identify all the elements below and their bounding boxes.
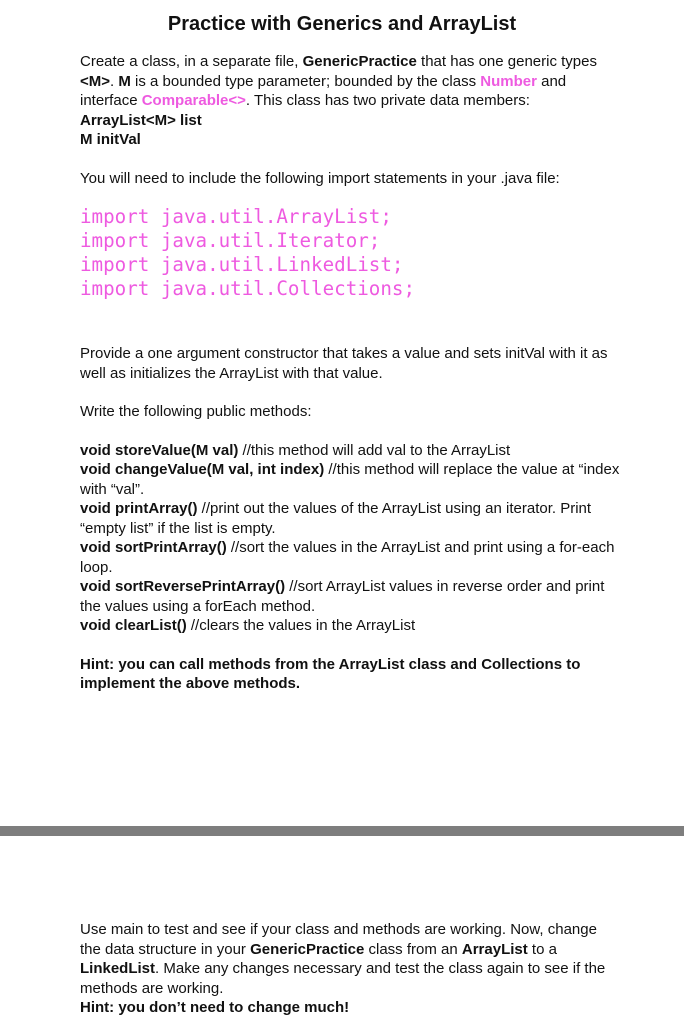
import-code-block: [80, 205, 620, 301]
method-signature: void printArray(): [80, 500, 198, 517]
intro-text-6: . This class has two private data members:: [245, 92, 530, 109]
number-class: Number: [480, 72, 537, 90]
final-text-2: class from an: [364, 940, 462, 958]
import-line: import java.util.LinkedList;: [80, 253, 404, 276]
method-description: //print out the values of the ArrayList using an iterator. Print “empty list” if the list is empty.: [80, 500, 592, 537]
class-name: GenericPractice: [302, 53, 417, 70]
intro-text-4: is a bounded type parameter; bounded by the class: [130, 72, 481, 90]
intro-text-3: .: [110, 72, 119, 90]
generic-type: <M>: [80, 72, 111, 90]
method-item: [80, 460, 620, 499]
linkedlist-name: LinkedList: [80, 960, 156, 977]
method-description: //clears the values in the ArrayList: [186, 617, 416, 634]
final-text-1: Use main to test and see if your class and methods are working. Now, change the data structure in your: [80, 921, 597, 958]
lower-content: [80, 344, 620, 694]
final-text-4: . Make any changes necessary and test the class again to see if the methods are working.: [80, 960, 606, 997]
method-signature: void sortReversePrintArray(): [80, 578, 286, 595]
method-signature: void clearList(): [80, 617, 187, 634]
method-signature: void sortPrintArray(): [80, 539, 227, 556]
method-item: [80, 616, 620, 636]
import-line: import java.util.Iterator;: [80, 229, 381, 252]
upper-content: [80, 52, 620, 188]
method-description: //this method will replace the value at “index with “val”.: [80, 461, 620, 498]
method-item: [80, 577, 620, 616]
intro-text-5: and interface: [80, 72, 567, 109]
method-item: [80, 499, 620, 538]
arraylist-name: ArrayList: [461, 940, 528, 958]
method-signature: void changeValue(M val, int index): [80, 461, 325, 478]
import-intro: You will need to include the following import statements in your .java file:: [80, 169, 560, 187]
class-name: GenericPractice: [250, 940, 365, 958]
import-line: import java.util.ArrayList;: [80, 205, 392, 228]
methods-intro: Write the following public methods:: [80, 403, 312, 420]
final-content: [80, 920, 620, 1018]
member-list: ArrayList<M> list: [80, 111, 202, 129]
final-paragraph: [80, 920, 620, 998]
intro-paragraph: [80, 52, 620, 111]
method-description: //sort the values in the ArrayList and print using a for-each loop.: [80, 539, 615, 576]
import-line: import java.util.Collections;: [80, 277, 416, 300]
method-signature: void storeValue(M val): [80, 441, 239, 459]
intro-text-1: Create a class, in a separate file,: [80, 53, 303, 70]
page-title: Practice with Generics and ArrayList: [167, 13, 517, 35]
member-initval: M initVal: [80, 131, 141, 148]
final-hint: Hint: you don’t need to change much!: [80, 999, 350, 1016]
intro-text-2: that has one generic types: [416, 53, 597, 70]
final-text-3: to a: [527, 940, 557, 958]
page-divider: [0, 826, 684, 836]
type-parameter-m: M: [118, 72, 131, 90]
constructor-paragraph: Provide a one argument constructor that takes a value and sets initVal with it as well as initializes the ArrayList with that value.: [80, 345, 608, 382]
method-item: [80, 441, 620, 461]
method-description: //this method will add val to the ArrayList: [238, 441, 511, 459]
method-item: [80, 538, 620, 577]
comparable-interface: Comparable<>: [141, 92, 246, 109]
hint-paragraph: Hint: you can call methods from the ArrayList class and Collections to implement the above methods.: [80, 655, 581, 692]
method-description: //sort ArrayList values in reverse order and print the values using a forEach method.: [80, 578, 605, 615]
